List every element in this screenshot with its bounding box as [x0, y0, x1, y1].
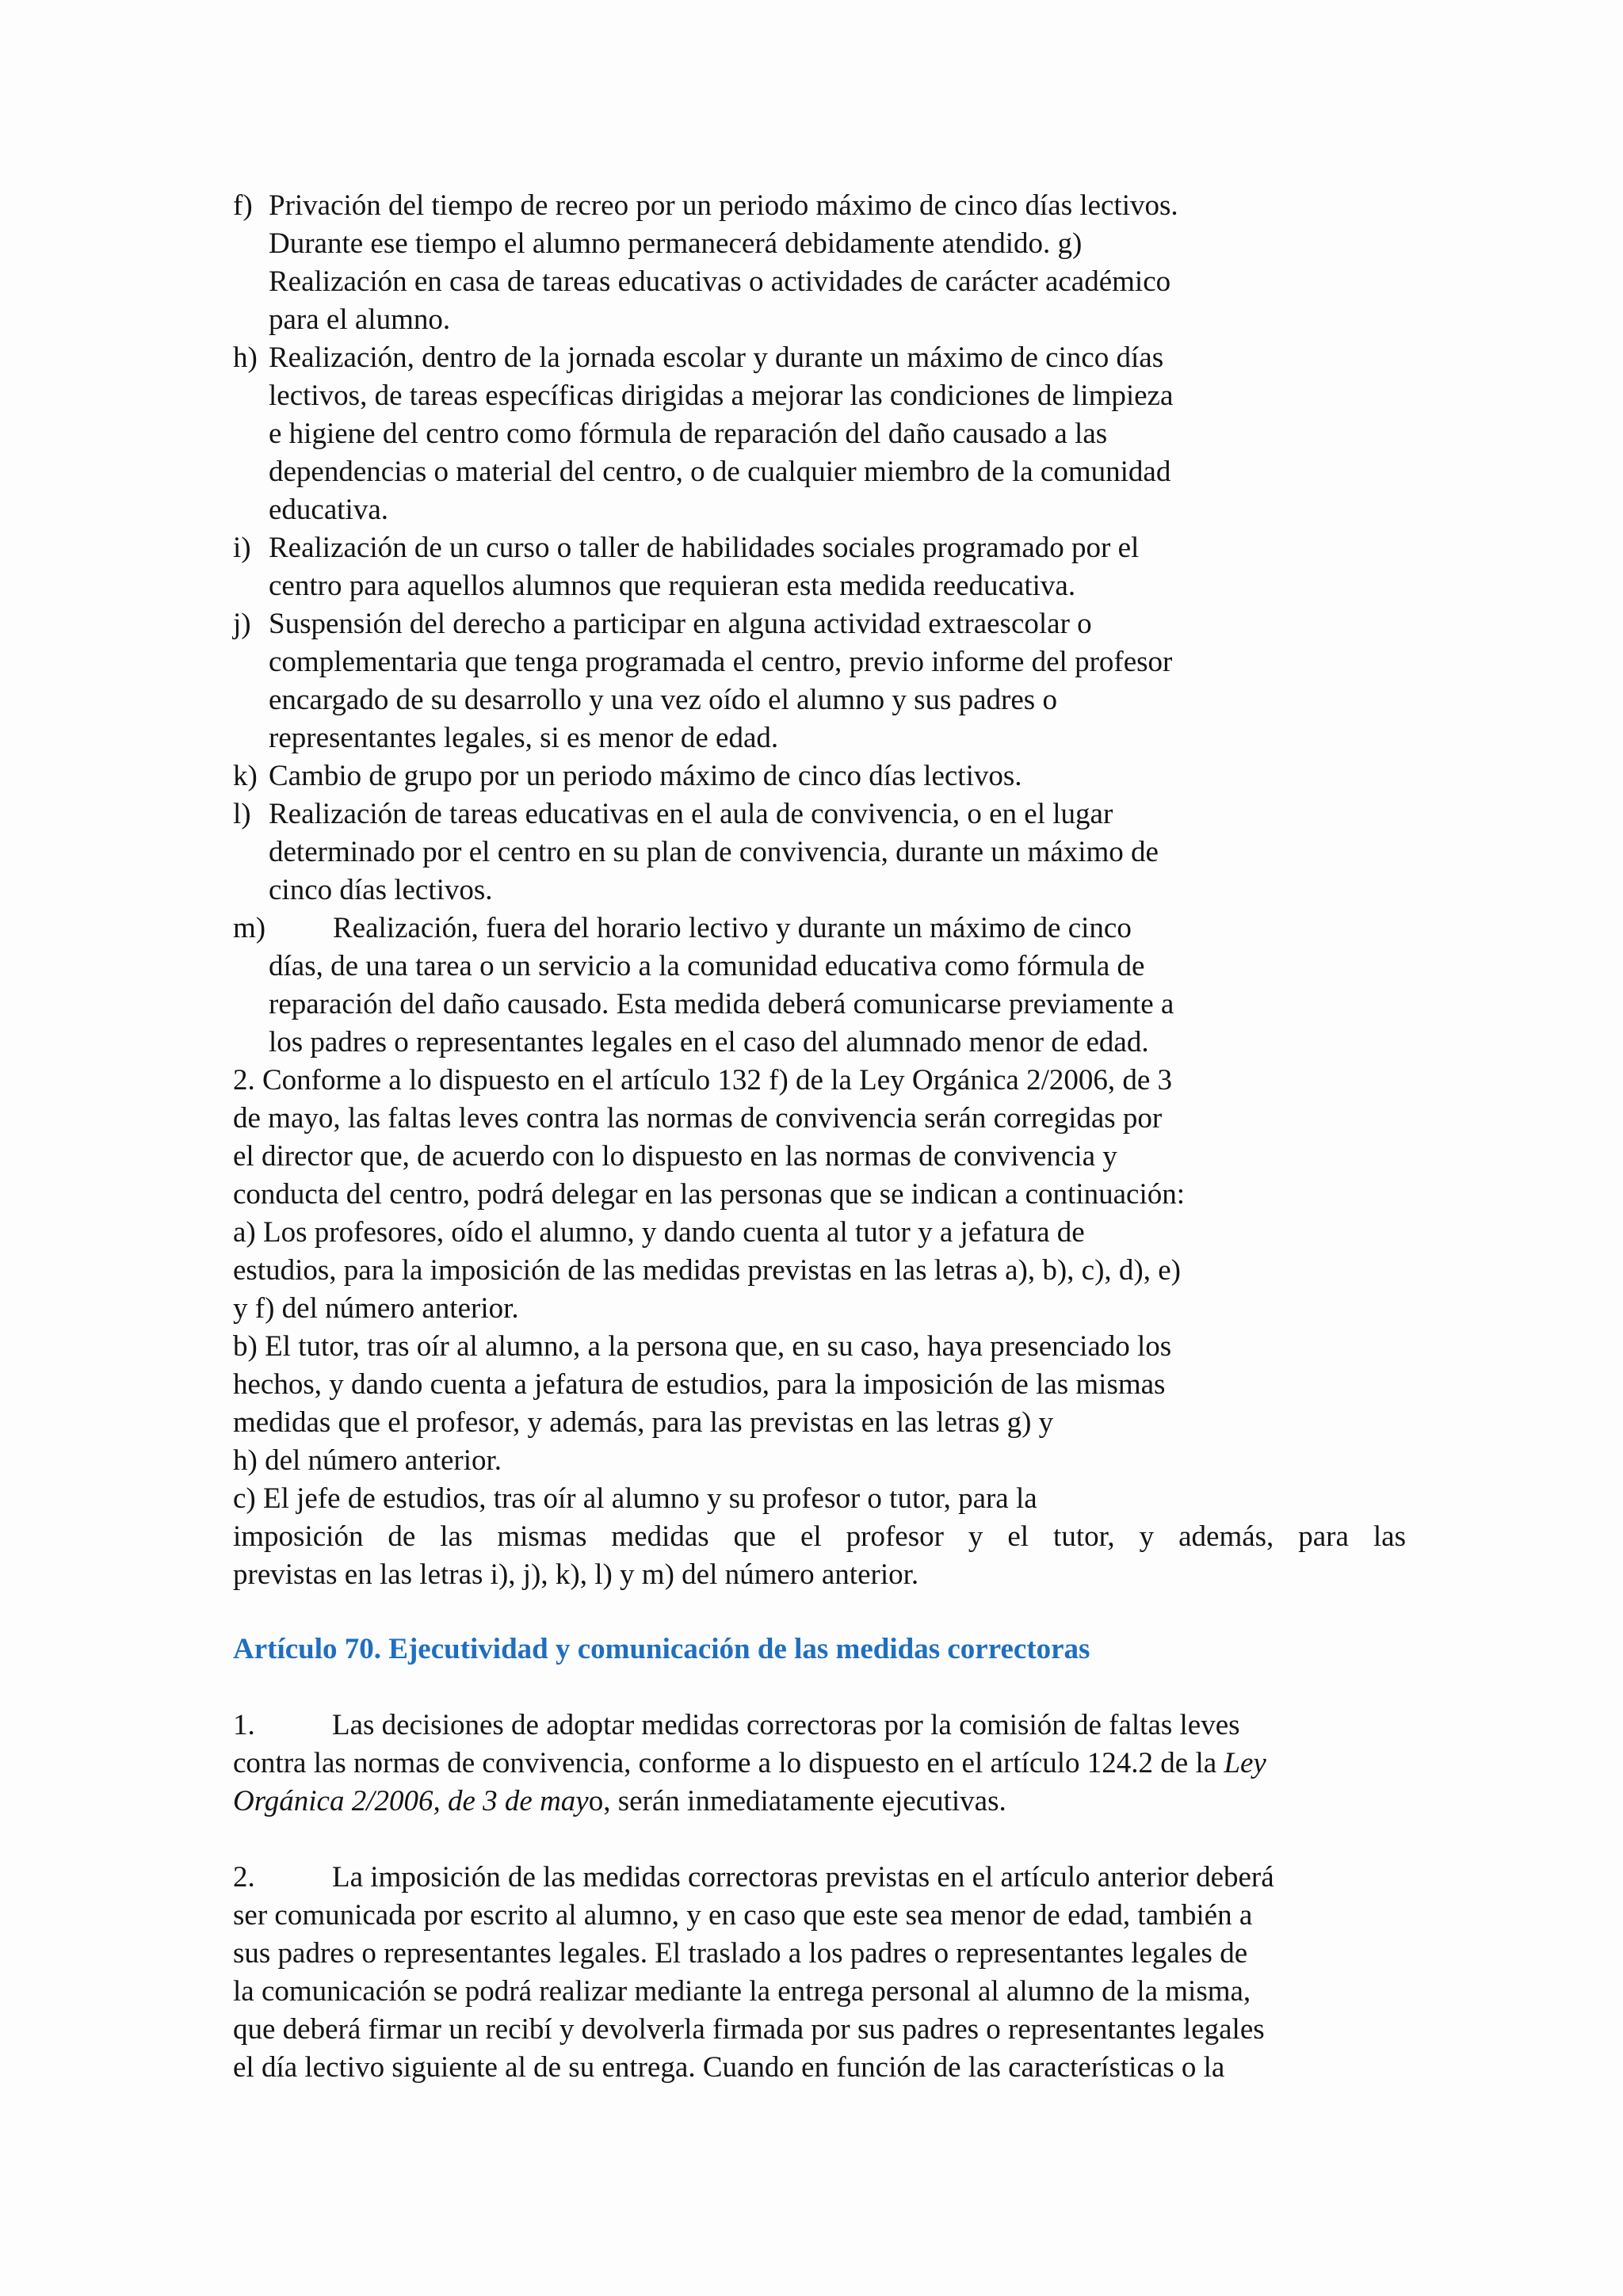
- text-line: a) Los profesores, oído el alumno, y dando cuenta al tutor y a jefatura de: [233, 1216, 1085, 1249]
- text-line: Realización de un curso o taller de habilidades sociales programado por el: [269, 532, 1140, 564]
- text-line: estudios, para la imposición de las medidas previstas en las letras a), b), c), d), e): [233, 1254, 1181, 1287]
- text-line: previstas en las letras i), j), k), l) y m) del número anterior.: [233, 1558, 919, 1591]
- text-line: Las decisiones de adoptar medidas correctoras por la comisión de faltas leves: [332, 1709, 1240, 1741]
- list-marker: i): [233, 532, 251, 564]
- paragraph-number: 1.: [233, 1709, 255, 1741]
- paragraph-2: [233, 1859, 1406, 2087]
- section-2: [233, 1062, 1406, 1594]
- list-item: [233, 339, 1422, 529]
- text-line: complementaria que tenga programada el centro, previo informe del profesor: [269, 646, 1173, 678]
- text-line: la comunicación se podrá realizar mediante la entrega personal al alumno de la misma,: [233, 1975, 1251, 2008]
- text-line: Durante ese tiempo el alumno permanecerá debidamente atendido. g): [269, 227, 1083, 260]
- list-marker: m): [233, 912, 266, 944]
- list-item: [233, 757, 1422, 795]
- text-line: Realización en casa de tareas educativas o actividades de carácter académico: [269, 265, 1171, 298]
- text-line: que deberá firmar un recibí y devolverla firmada por sus padres o representantes legales: [233, 2013, 1265, 2046]
- list-item: [233, 795, 1422, 910]
- list-item: [233, 605, 1422, 757]
- text-line: conducta del centro, podrá delegar en las personas que se indican a continuación:: [233, 1178, 1186, 1211]
- text-line: contra las normas de convivencia, conforme a lo dispuesto en el artículo 124.2 de la: [233, 1747, 1224, 1779]
- text-line: representantes legales, si es menor de edad.: [269, 722, 779, 754]
- text-line: reparación del daño causado. Esta medida deberá comunicarse previamente a: [269, 988, 1174, 1020]
- paragraph-number: 2.: [233, 1861, 255, 1894]
- text-line: sus padres o representantes legales. El traslado a los padres o representantes legales de: [233, 1937, 1248, 1970]
- article-heading: Artículo 70. Ejecutividad y comunicación de las medidas correctoras: [233, 1633, 1090, 1665]
- text-line: el director que, de acuerdo con lo dispuesto en las normas de convivencia y: [233, 1140, 1117, 1173]
- text-line: encargado de su desarrollo y una vez oído el alumno y sus padres o: [269, 684, 1057, 716]
- text-line: o, serán inmediatamente ejecutivas.: [588, 1785, 1006, 1817]
- text-line: La imposición de las medidas correctoras previstas en el artículo anterior deberá: [332, 1861, 1274, 1894]
- text-line: b) El tutor, tras oír al alumno, a la persona que, en su caso, haya presenciado los: [233, 1330, 1172, 1363]
- text-line: días, de una tarea o un servicio a la comunidad educativa como fórmula de: [269, 950, 1145, 982]
- list-marker: j): [233, 608, 251, 640]
- law-reference: Ley: [1224, 1747, 1266, 1779]
- text-line: lectivos, de tareas específicas dirigidas a mejorar las condiciones de limpieza: [269, 379, 1174, 412]
- text-line: centro para aquellos alumnos que requieran esta medida reeducativa.: [269, 570, 1076, 602]
- text-line: dependencias o material del centro, o de cualquier miembro de la comunidad: [269, 456, 1171, 488]
- text-line: para el alumno.: [269, 303, 451, 336]
- text-line: Privación del tiempo de recreo por un periodo máximo de cinco días lectivos.: [269, 189, 1178, 222]
- text-line: h) del número anterior.: [233, 1444, 502, 1477]
- list-marker: f): [233, 189, 253, 222]
- text-line: el día lectivo siguiente al de su entrega. Cuando en función de las características o la: [233, 2051, 1225, 2084]
- list-item: [233, 910, 1422, 1062]
- text-line: Suspensión del derecho a participar en alguna actividad extraescolar o: [269, 608, 1092, 640]
- text-line: imposición de las mismas medidas que el profesor y el tutor, y además, para las: [233, 1520, 1406, 1553]
- law-reference: Orgánica 2/2006, de 3 de may: [233, 1785, 589, 1817]
- list-item: [233, 187, 1422, 339]
- text-line: hechos, y dando cuenta a jefatura de estudios, para la imposición de las mismas: [233, 1368, 1166, 1401]
- paragraph-1: [233, 1707, 1406, 1821]
- text-line: ser comunicada por escrito al alumno, y en caso que este sea menor de edad, también a: [233, 1899, 1253, 1932]
- text-line: los padres o representantes legales en el caso del alumnado menor de edad.: [269, 1026, 1149, 1058]
- list-marker: h): [233, 341, 258, 374]
- list-marker: k): [233, 760, 258, 792]
- list-item: [233, 529, 1422, 605]
- text-line: e higiene del centro como fórmula de reparación del daño causado a las: [269, 418, 1108, 450]
- text-line: c) El jefe de estudios, tras oír al alumno y su profesor o tutor, para la: [233, 1482, 1037, 1515]
- text-line: y f) del número anterior.: [233, 1292, 519, 1325]
- text-line: educativa.: [269, 494, 388, 526]
- sanctions-list: [233, 187, 1422, 1062]
- text-line: 2. Conforme a lo dispuesto en el artículo 132 f) de la Ley Orgánica 2/2006, de 3: [233, 1064, 1173, 1097]
- text-line: Realización de tareas educativas en el aula de convivencia, o en el lugar: [269, 798, 1113, 830]
- text-line: de mayo, las faltas leves contra las normas de convivencia serán corregidas por: [233, 1102, 1163, 1135]
- text-line: medidas que el profesor, y además, para las previstas en las letras g) y: [233, 1406, 1054, 1439]
- text-line: determinado por el centro en su plan de convivencia, durante un máximo de: [269, 836, 1159, 868]
- text-line: Realización, dentro de la jornada escolar y durante un máximo de cinco días: [269, 341, 1164, 374]
- list-marker: l): [233, 798, 251, 830]
- text-line: Realización, fuera del horario lectivo y durante un máximo de cinco: [333, 912, 1132, 944]
- text-line: Cambio de grupo por un periodo máximo de cinco días lectivos.: [269, 760, 1022, 792]
- text-line: cinco días lectivos.: [269, 874, 493, 906]
